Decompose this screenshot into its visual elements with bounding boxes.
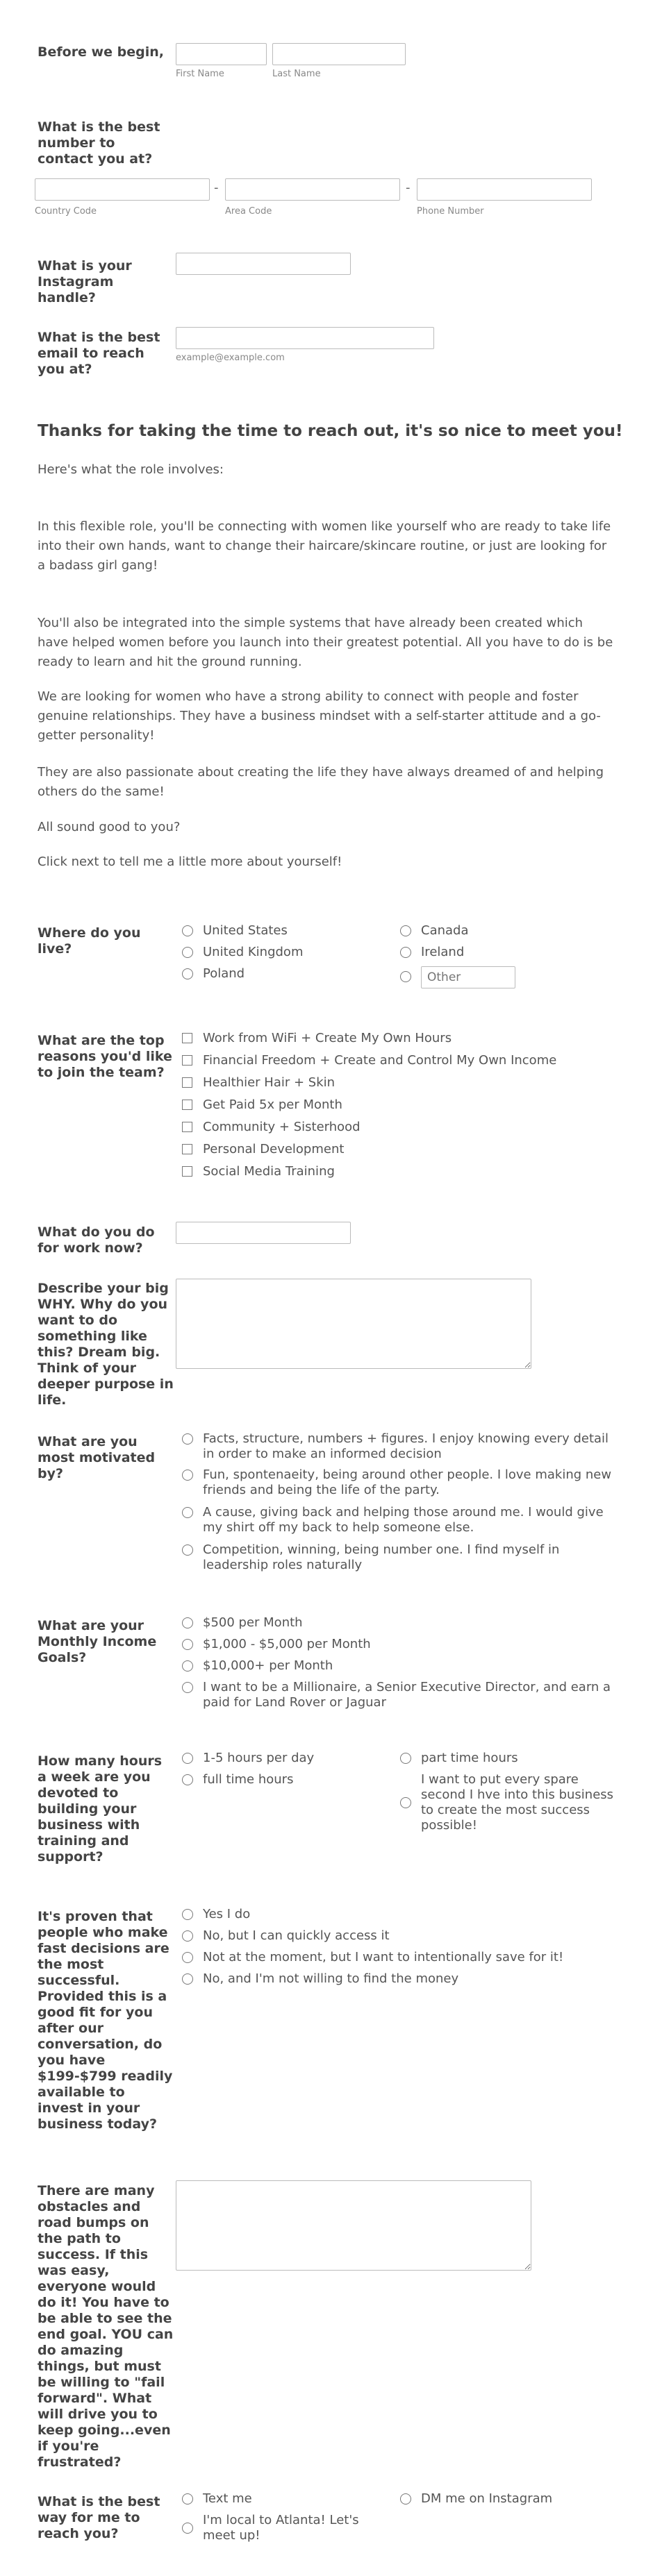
option-label: Ireland: [421, 945, 465, 959]
option-label: $10,000+ per Month: [203, 1658, 333, 1673]
option-label: part time hours: [421, 1751, 518, 1765]
phone-dash-2: -: [406, 180, 411, 195]
invest-option[interactable]: [182, 1907, 250, 1922]
option-label: A cause, giving back and helping those around me. I would give my shirt off my back to help someone else.: [203, 1505, 604, 1535]
option-label: Community + Sisterhood: [203, 1120, 361, 1134]
intro-paragraph-3: You'll also be integrated into the simple systems that have already been created which have helped women before you launch into their greatest potential. All you have to do is be ready to learn and hit the ground running.: [38, 616, 613, 669]
obstacles-textarea[interactable]: [176, 2180, 531, 2271]
checkbox[interactable]: [182, 1166, 192, 1177]
email-sublabel: example@example.com: [176, 353, 285, 363]
intro-paragraph-4: We are looking for women who have a strong ability to connect with people and foster genuine relationships. They have a business mindset with a self-starter attitude and a go-getter personality!: [38, 689, 601, 743]
phone-dash-1: -: [214, 180, 219, 195]
motivated-option[interactable]: [182, 1505, 613, 1535]
first-name-sublabel: First Name: [176, 69, 224, 79]
radio-circle[interactable]: [182, 1470, 193, 1481]
radio-circle[interactable]: [182, 1774, 193, 1785]
radio-circle[interactable]: [182, 1909, 193, 1920]
reason-option[interactable]: [182, 1097, 342, 1113]
radio-circle[interactable]: [400, 925, 411, 936]
reach-option[interactable]: [182, 2491, 252, 2507]
hours-option[interactable]: [182, 1751, 314, 1766]
intro-paragraph-2: In this flexible role, you'll be connecting with women like yourself who are ready to take life into their own hands, want to change their haircare/skincare routine, or just are looking for a badass girl gang!: [38, 519, 611, 573]
radio-circle[interactable]: [182, 1930, 193, 1942]
work-input[interactable]: [176, 1222, 351, 1244]
option-label: Work from WiFi + Create My Own Hours: [203, 1031, 452, 1045]
option-label: DM me on Instagram: [421, 2491, 553, 2506]
radio-circle[interactable]: [182, 947, 193, 958]
radio-circle[interactable]: [400, 971, 411, 982]
radio-circle[interactable]: [400, 947, 411, 958]
instagram-label: What is your Instagram handle?: [38, 258, 132, 305]
hours-option[interactable]: [400, 1772, 615, 1833]
email-input[interactable]: [176, 327, 434, 349]
area-code-input[interactable]: [225, 178, 400, 201]
radio-circle[interactable]: [182, 1507, 193, 1518]
radio-circle[interactable]: [182, 2523, 193, 2534]
live-option-other[interactable]: [400, 969, 515, 988]
instagram-input[interactable]: [176, 253, 351, 275]
email-label: What is the best email to reach you at?: [38, 330, 160, 377]
option-label: I'm local to Atlanta! Let's meet up!: [203, 2513, 359, 2543]
reasons-label: What are the top reasons you'd like to join the team?: [38, 1033, 172, 1080]
option-label: Personal Development: [203, 1142, 345, 1156]
other-country-input[interactable]: [421, 966, 515, 988]
option-label: I want to be a Millionaire, a Senior Executive Director, and earn a paid for Land Rover or Jaguar: [203, 1680, 611, 1710]
invest-option[interactable]: [182, 1950, 563, 1965]
radio-circle[interactable]: [182, 1973, 193, 1985]
option-label: Poland: [203, 966, 245, 981]
intro-paragraph-6: All sound good to you?: [38, 820, 181, 834]
radio-circle[interactable]: [182, 968, 193, 979]
checkbox[interactable]: [182, 1077, 192, 1088]
checkbox[interactable]: [182, 1033, 192, 1043]
radio-circle[interactable]: [182, 1639, 193, 1650]
intro-paragraph-7: Click next to tell me a little more about yourself!: [38, 855, 342, 869]
option-label: No, and I'm not willing to find the money: [203, 1971, 459, 1986]
hours-label: How many hours a week are you devoted to building your business with training and support?: [38, 1753, 163, 1864]
reason-option[interactable]: [182, 1075, 335, 1091]
last-name-sublabel: Last Name: [272, 69, 321, 79]
income-option[interactable]: [182, 1658, 333, 1674]
option-label: No, but I can quickly access it: [203, 1928, 390, 1943]
radio-circle[interactable]: [182, 1952, 193, 1963]
option-label: Not at the moment, but I want to intentionally save for it!: [203, 1950, 564, 1964]
radio-circle[interactable]: [182, 1617, 193, 1628]
reach-label: What is the best way for me to reach you?: [38, 2494, 160, 2541]
country-code-sublabel: Country Code: [35, 206, 97, 217]
option-label: $1,000 - $5,000 per Month: [203, 1637, 371, 1651]
radio-circle[interactable]: [182, 1660, 193, 1672]
reason-option[interactable]: [182, 1164, 335, 1179]
option-label: Facts, structure, numbers + figures. I enjoy knowing every detail in order to make an informed decision: [203, 1431, 609, 1461]
checkbox[interactable]: [182, 1144, 192, 1154]
reach-option[interactable]: [182, 2513, 390, 2543]
radio-circle[interactable]: [182, 925, 193, 936]
radio-circle[interactable]: [400, 1753, 411, 1764]
obstacles-label: There are many obstacles and road bumps on the path to success. If this was easy, everyone would do it! You have to be able to see the end goal. YOU can do amazing things, but must be willing to "fail forward". What will drive you to keep going...even if you're frustrated?: [38, 2183, 174, 2470]
motivated-label: What are you most motivated by?: [38, 1434, 156, 1481]
option-label: 1-5 hours per day: [203, 1751, 315, 1765]
radio-circle[interactable]: [182, 1544, 193, 1556]
invest-label: It's proven that people who make fast decisions are the most successful. Provided this is a good fit for you after our conversation, do you have $199-$799 readily available to invest in your business today?: [38, 1909, 173, 2132]
reason-option[interactable]: [182, 1120, 361, 1135]
motivated-option[interactable]: [182, 1431, 613, 1462]
intro-paragraph-1: Here's what the role involves:: [38, 462, 224, 477]
live-option-united-states[interactable]: [182, 923, 288, 938]
motivated-option[interactable]: [182, 1542, 613, 1573]
reach-option[interactable]: [400, 2491, 552, 2507]
checkbox[interactable]: [182, 1055, 192, 1066]
hours-option[interactable]: [182, 1772, 293, 1787]
option-label: Social Media Training: [203, 1164, 335, 1179]
option-label: Yes I do: [203, 1907, 251, 1921]
phone-number-input[interactable]: [417, 178, 592, 201]
option-label: Healthier Hair + Skin: [203, 1075, 336, 1090]
intro-paragraph-5: They are also passionate about creating the life they have always dreamed of and helping others do the same!: [38, 765, 604, 799]
checkbox[interactable]: [182, 1122, 192, 1132]
phone-label: What is the best number to contact you at?: [38, 119, 160, 167]
motivated-option[interactable]: [182, 1467, 613, 1498]
hours-option[interactable]: [400, 1751, 518, 1766]
live-option-united-kingdom[interactable]: [182, 945, 303, 960]
area-code-sublabel: Area Code: [225, 206, 272, 217]
checkbox[interactable]: [182, 1100, 192, 1110]
first-name-input[interactable]: [176, 43, 267, 65]
radio-circle[interactable]: [182, 1433, 193, 1445]
why-textarea[interactable]: [176, 1279, 531, 1369]
last-name-input[interactable]: [272, 43, 406, 65]
intro-heading: Thanks for taking the time to reach out, it's so nice to meet you!: [38, 422, 623, 440]
reason-option[interactable]: [182, 1142, 344, 1157]
radio-circle[interactable]: [400, 2493, 411, 2505]
reason-option[interactable]: [182, 1053, 556, 1068]
option-label: Financial Freedom + Create and Control My Own Income: [203, 1053, 557, 1068]
radio-circle[interactable]: [182, 1682, 193, 1693]
live-label: Where do you live?: [38, 925, 141, 957]
income-label: What are your Monthly Income Goals?: [38, 1618, 157, 1665]
invest-option[interactable]: [182, 1928, 390, 1944]
option-label: I want to put every spare second I hve into this business to create the most success possible!: [421, 1772, 614, 1833]
live-option-canada[interactable]: [400, 923, 469, 938]
income-option[interactable]: [182, 1637, 371, 1652]
live-option-poland[interactable]: [182, 966, 245, 982]
option-label: Text me: [203, 2491, 252, 2506]
why-label: Describe your big WHY. Why do you want to do something like this? Dream big. Think of your deeper purpose in life.: [38, 1281, 174, 1408]
live-option-ireland[interactable]: [400, 945, 464, 960]
name-label: Before we begin,: [38, 44, 164, 60]
option-label: United Kingdom: [203, 945, 304, 959]
radio-circle[interactable]: [400, 1797, 411, 1808]
reason-option[interactable]: [182, 1031, 452, 1046]
option-label: $500 per Month: [203, 1615, 303, 1630]
invest-option[interactable]: [182, 1971, 458, 1987]
option-label: Get Paid 5x per Month: [203, 1097, 342, 1112]
option-label: Competition, winning, being number one. I find myself in leadership roles naturally: [203, 1542, 560, 1572]
option-label: United States: [203, 923, 288, 938]
income-option[interactable]: [182, 1615, 303, 1631]
work-label: What do you do for work now?: [38, 1224, 155, 1256]
phone-number-sublabel: Phone Number: [417, 206, 484, 217]
radio-circle[interactable]: [182, 2493, 193, 2505]
option-label: full time hours: [203, 1772, 294, 1787]
radio-circle[interactable]: [182, 1753, 193, 1764]
income-option[interactable]: [182, 1680, 613, 1710]
option-label: Canada: [421, 923, 469, 938]
option-label: Fun, spontenaeity, being around other people. I love making new friends and being the life of the party.: [203, 1467, 612, 1497]
country-code-input[interactable]: [35, 178, 210, 201]
